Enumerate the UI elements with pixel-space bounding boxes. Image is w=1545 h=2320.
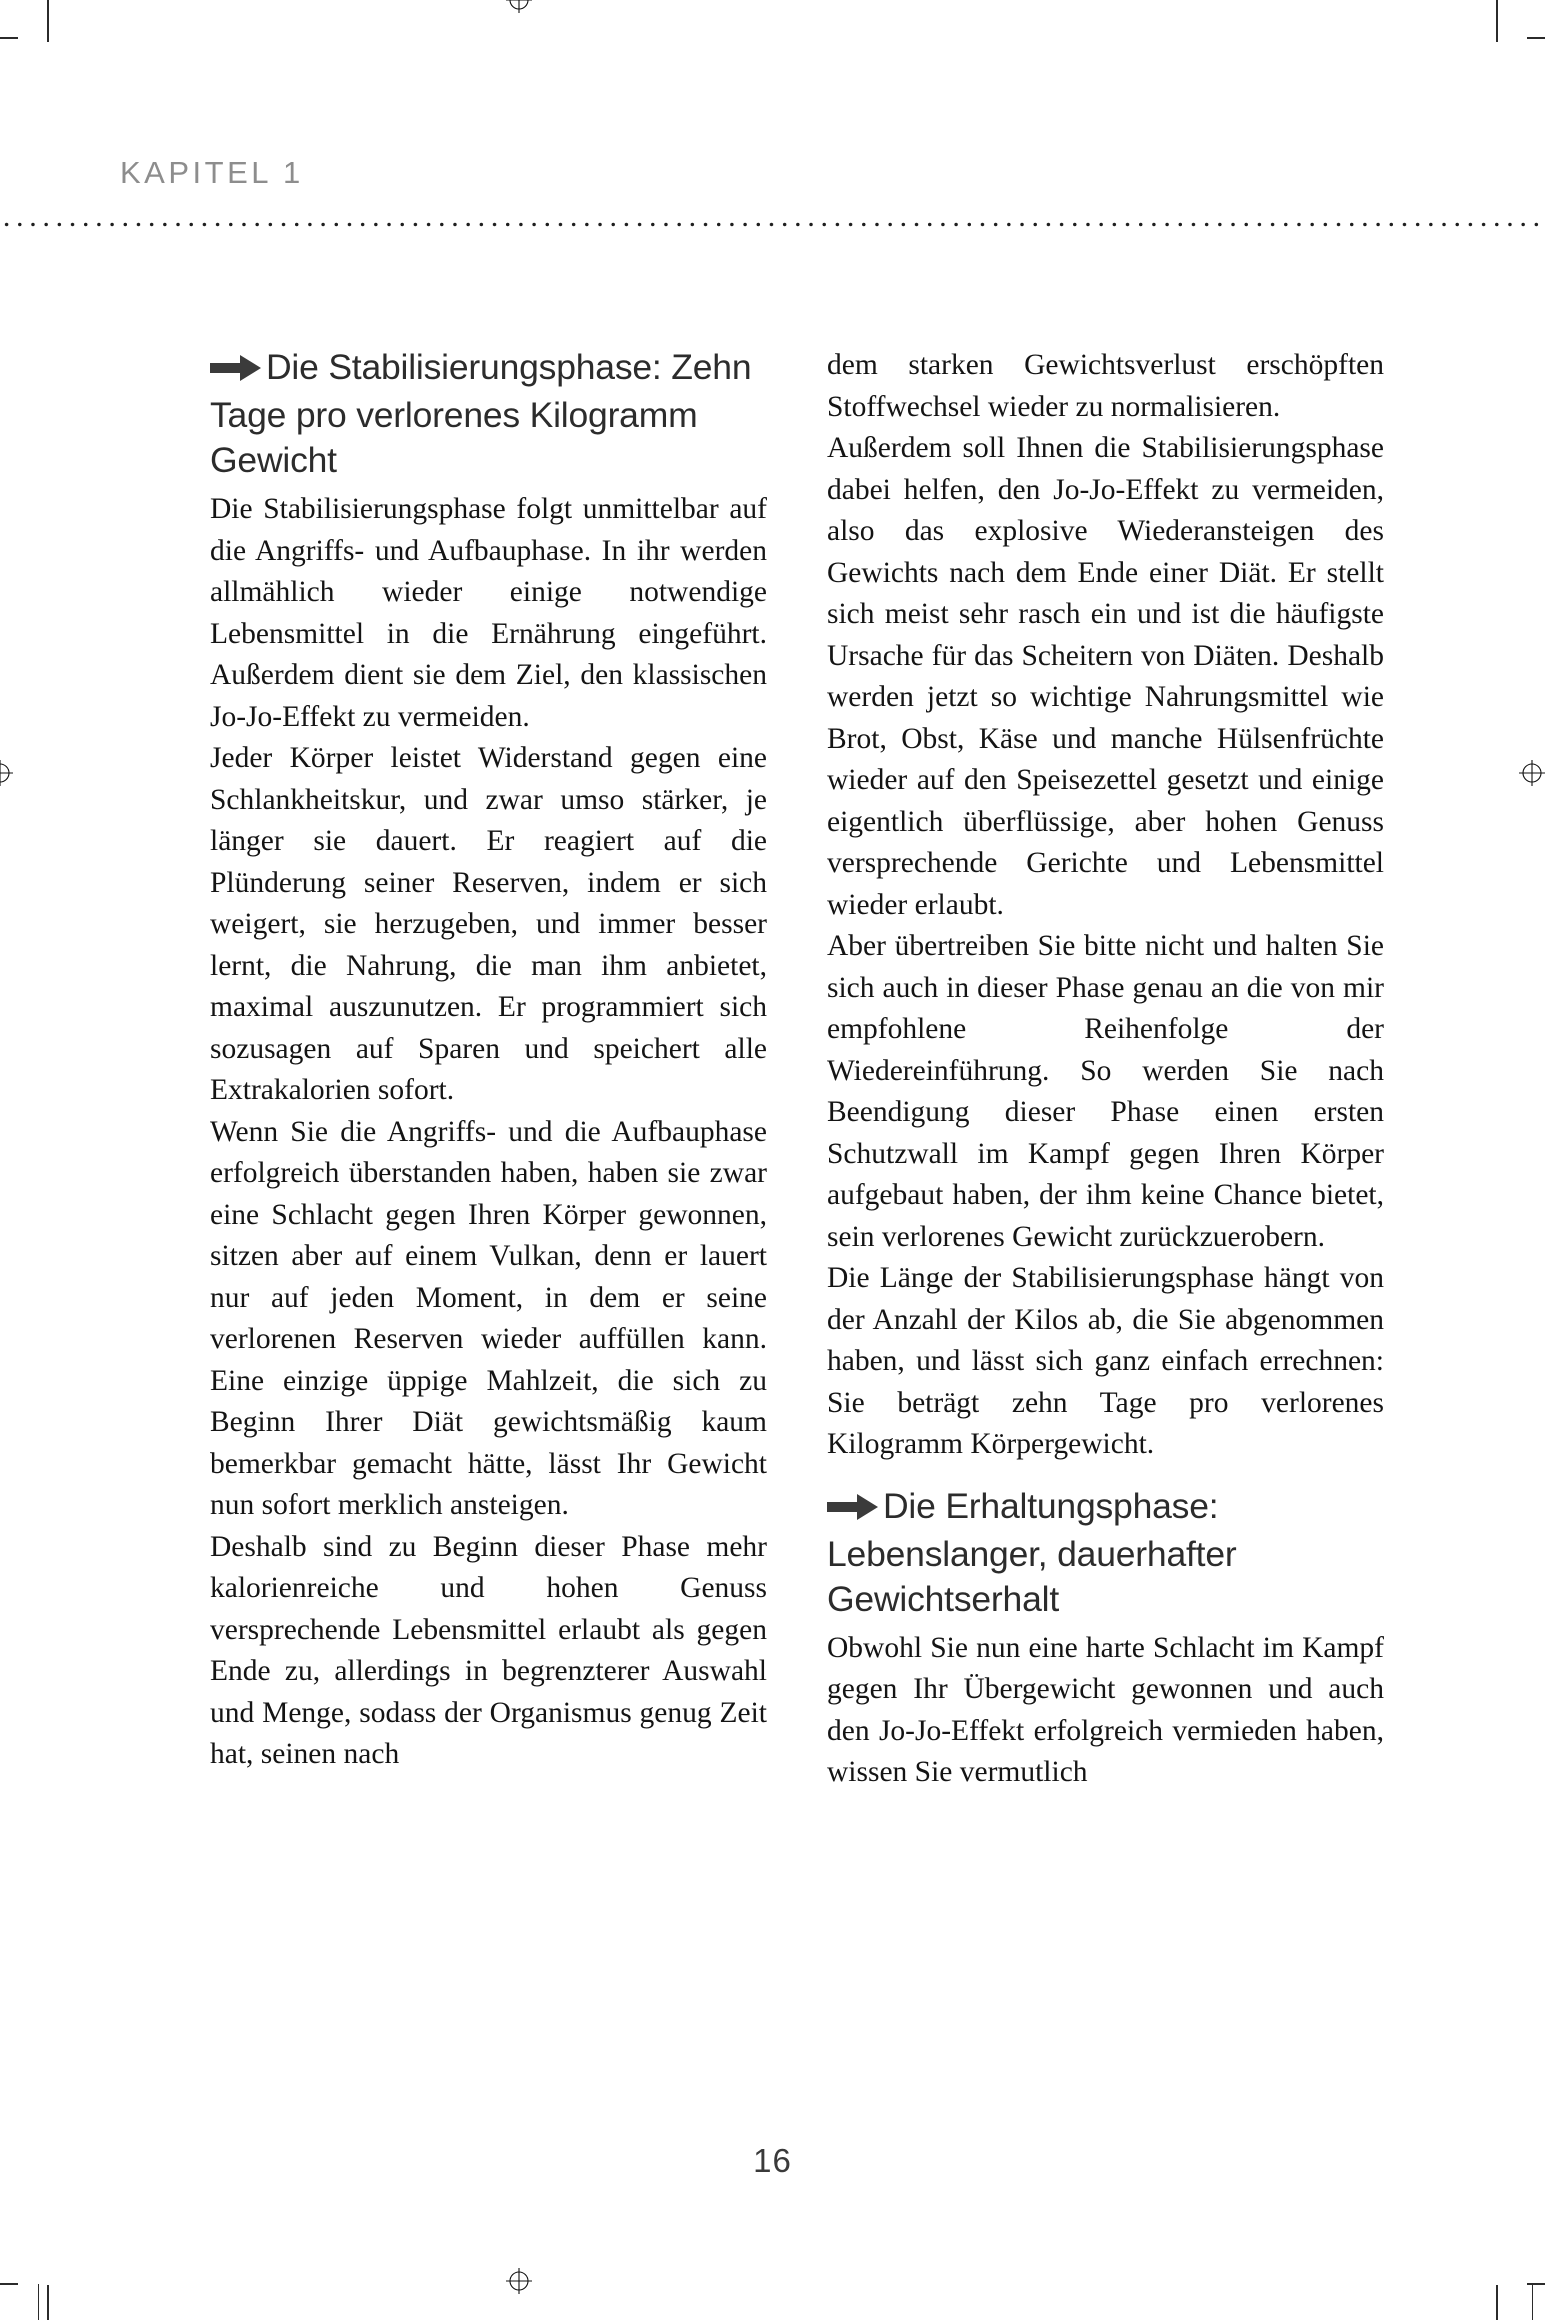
crop-mark-top-right-vertical [1496,0,1498,42]
slug-rule-left [38,2284,39,2320]
slug-rule-right [1532,2284,1533,2320]
left-paragraph-1: Die Stabilisierungsphase folgt unmittelbar auf die Angriffs- und Aufbauphase. In ihr werden allmählich wieder einige notwendige Lebensmittel in die Ernährung eingeführt. Außerdem dient sie dem Ziel, den klassischen Jo-Jo-Effekt zu vermeiden. [210,493,767,733]
left-paragraph-3: Wenn Sie die Angriffs- und die Aufbauphase erfolgreich überstanden haben, haben sie zwar eine Schlacht gegen Ihren Körper gewonnen, sitzen aber auf einem Vulkan, denn er lauert nur auf jeden Moment, in dem er seine verlorenen Reserven wieder auffüllen kann. Eine einzige üppige Mahlzeit, die sich zu Beginn Ihrer Diät gewichtsmäßig kaum bemerkbar gemacht hätte, lässt Ihr Gewicht nun sofort merklich ansteigen. [210,1115,767,1521]
left-column-section-heading-text: Die Stabilisierungsphase: Zehn Tage pro verlorenes Kilogramm Gewicht [210,347,752,480]
right-text-column [827,345,1384,1794]
registration-target-icon-right [1519,760,1545,786]
header-dotted-rule [0,222,1545,227]
left-column-section-heading [210,345,767,483]
registration-target-icon-bottom [506,2268,532,2294]
crop-mark-top-right-horizontal [1527,37,1545,39]
right-paragraph-4: Die Länge der Stabilisierungsphase hängt von der Anzahl der Kilos ab, die Sie abgenommen haben, und lässt sich ganz einfach errechnen: Sie beträgt zehn Tage pro verlorenes Kilogramm Körpergewicht. [827,1262,1384,1460]
crop-mark-top-left-horizontal [0,37,18,39]
page-body-columns [210,345,1385,1794]
registration-target-icon-top [506,0,532,13]
right-paragraph-2: Außerdem soll Ihnen die Stabilisierungsphase dabei helfen, den Jo-Jo-Effekt zu vermeiden, also das explosive Wiederansteigen des Gewichts nach dem Ende einer Diät. Er stellt sich meist sehr rasch ein und ist die häufigste Ursache für das Scheitern von Diäten. Deshalb werden jetzt so wichtige Nahrungsmittel wie Brot, Obst, Käse und manche Hülsenfrüchte wieder auf den Speisezettel gesetzt und einige eigentlich überflüssige, aber hohen Genuss versprechende Gerichte und Lebensmittel wieder erlaubt. [827,432,1384,921]
right-paragraph-5: Obwohl Sie nun eine harte Schlacht im Kampf gegen Ihr Übergewicht gewonnen und auch den Jo-Jo-Effekt erfolgreich vermieden haben, wissen Sie vermutlich [827,1631,1384,1788]
right-paragraph-3: Aber übertreiben Sie bitte nicht und halten Sie sich auch in dieser Phase genau an die von mir empfohlene Reihenfolge der Wiedereinführung. So werden Sie nach Beendigung dieser Phase einen ersten Schutzwall im Kampf gegen Ihren Körper aufgebaut haben, der ihm keine Chance bietet, sein verlorenes Gewicht zurückzuerobern. [827,930,1384,1253]
right-column-section-heading-text: Die Erhaltungsphase: Lebenslanger, dauerhafter Gewichtserhalt [827,1485,1237,1619]
registration-target-icon-left [0,760,13,786]
crop-mark-bottom-right-vertical [1496,2285,1498,2320]
page-number: 16 [753,2142,792,2179]
right-column-section-heading [827,1484,1384,1622]
crop-mark-bottom-right-horizontal [1527,2283,1545,2285]
arrow-right-icon [827,1487,879,1532]
crop-mark-top-left-vertical [47,0,49,42]
left-paragraph-2: Jeder Körper leistet Widerstand gegen eine Schlankheitskur, und zwar umso stärker, je länger sie dauert. Er reagiert auf die Plünderung seiner Reserven, indem er sich weigert, sie herzugeben, und immer besser lernt, die Nahrung, die man ihm anbietet, maximal auszunutzen. Er programmiert sich sozusagen auf Sparen und speichert alle Extrakalorien sofort. [210,742,767,1106]
crop-mark-bottom-left-vertical [47,2285,49,2320]
left-text-column [210,345,767,1794]
left-paragraph-4: Deshalb sind zu Beginn dieser Phase mehr kalorienreiche und hohen Genuss versprechende Lebensmittel erlaubt als gegen Ende zu, allerdings in begrenzterer Auswahl und Menge, sodass der Organismus genug Zeit hat, seinen nach [210,1530,767,1770]
heading-spacer [827,1466,1384,1484]
running-head-chapter-label: KAPITEL 1 [120,155,304,190]
right-paragraph-1: dem starken Gewichtsverlust erschöpften Stoffwechsel wieder zu normalisieren. [827,349,1384,423]
arrow-right-icon [210,348,262,393]
crop-mark-bottom-left-horizontal [0,2283,18,2285]
